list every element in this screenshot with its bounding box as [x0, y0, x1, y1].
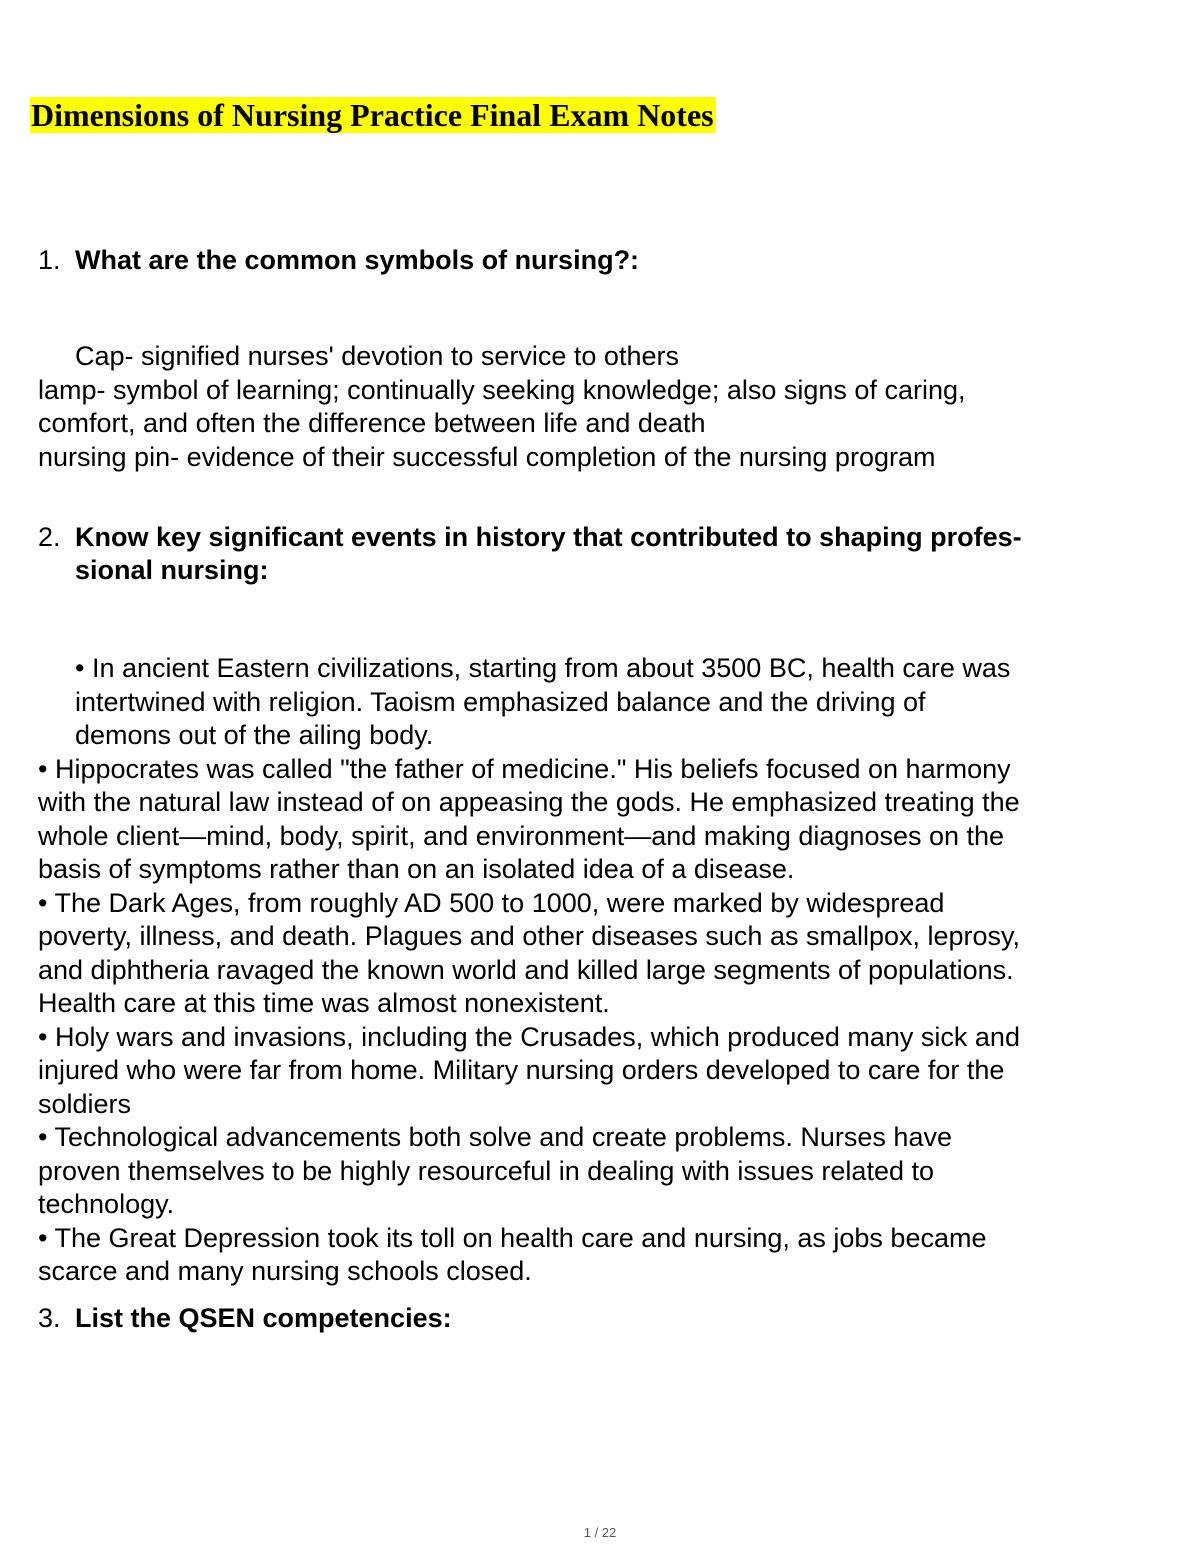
answer-line: injured who were far from home. Military nursing orders developed to care for the	[38, 1055, 1005, 1085]
document-title-text: Dimensions of Nursing Practice Final Exam Notes	[31, 97, 714, 133]
page-indicator: 1 / 22	[583, 1525, 617, 1540]
answer-line: Cap- signified nurses' devotion to service to others	[75, 341, 679, 371]
question-3-number: 3.	[38, 1303, 61, 1333]
answer-line: • In ancient Eastern civilizations, starting from about 3500 BC, health care was	[75, 653, 1011, 683]
answer-line: comfort, and often the difference between life and death	[38, 408, 706, 438]
answer-line: intertwined with religion. Taoism emphasized balance and the driving of	[75, 686, 926, 717]
answer-line: • Hippocrates was called "the father of medicine." His beliefs focused on harmony	[38, 753, 1011, 784]
answer-line: • The Dark Ages, from roughly AD 500 to 1000, were marked by widespread	[38, 887, 945, 918]
answer-line: • Technological advancements both solve and create problems. Nurses have	[38, 1122, 952, 1152]
document-title	[30, 94, 716, 136]
answer-line: and diphtheria ravaged the known world and killed large segments of populations.	[38, 954, 1014, 985]
question-2-heading	[38, 521, 1168, 587]
answer-line: nursing pin- evidence of their successful completion of the nursing program	[38, 441, 936, 472]
answer-line: scarce and many nursing schools closed.	[38, 1256, 532, 1286]
answer-line: technology.	[38, 1189, 175, 1219]
answer-line: poverty, illness, and death. Plagues and other diseases such as smallpox, leprosy,	[38, 921, 1021, 951]
answer-line: soldiers	[38, 1088, 132, 1119]
question-1-number: 1.	[38, 245, 61, 275]
question-1-answer	[38, 340, 1173, 474]
question-1-text: What are the common symbols of nursing?:	[75, 245, 640, 275]
question-2-answer	[38, 652, 1173, 1289]
answer-line: • The Great Depression took its toll on health care and nursing, as jobs became	[38, 1222, 987, 1253]
answer-line: with the natural law instead of on appeasing the gods. He emphasized treating the	[38, 787, 1020, 817]
question-1-heading	[38, 244, 1168, 277]
answer-line: Health care at this time was almost nonexistent.	[38, 988, 610, 1018]
question-3-text: List the QSEN competencies:	[75, 1303, 452, 1333]
answer-line: proven themselves to be highly resourceful in dealing with issues related to	[38, 1155, 934, 1186]
answer-line: demons out of the ailing body.	[75, 720, 434, 750]
question-2-text-line-2: sional nursing:	[75, 555, 269, 585]
answer-line: whole client—mind, body, spirit, and environment—and making diagnoses on the	[38, 820, 1005, 851]
answer-line: basis of symptoms rather than on an isolated idea of a disease.	[38, 854, 795, 884]
question-3-heading	[38, 1302, 1168, 1335]
question-2-number: 2.	[38, 522, 61, 552]
question-2-text-line-1: Know key significant events in history that contributed to shaping profes-	[75, 522, 1022, 552]
answer-line: lamp- symbol of learning; continually seeking knowledge; also signs of caring,	[38, 374, 966, 405]
answer-line: • Holy wars and invasions, including the Crusades, which produced many sick and	[38, 1021, 1020, 1052]
